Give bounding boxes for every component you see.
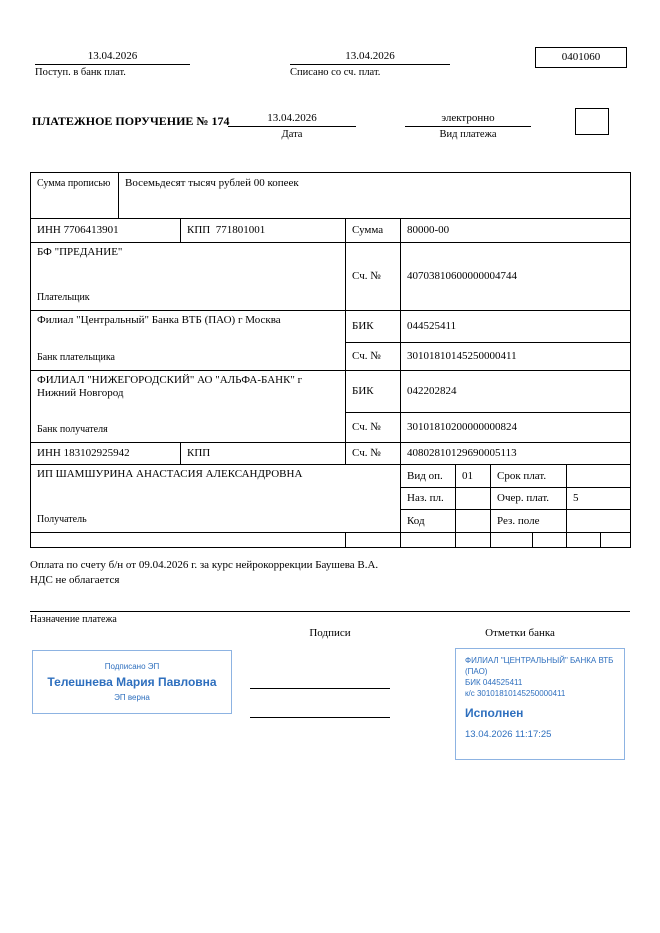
payer-name: БФ "ПРЕДАНИЕ" — [37, 246, 123, 258]
esign-stamp-title: Подписано ЭП — [104, 662, 160, 671]
recipient-kpp-cell: КПП — [181, 443, 346, 465]
payer-bank-acc-label: Сч. № — [346, 343, 401, 371]
recipient-bank-bik-label: БИК — [346, 371, 401, 413]
tax-field-cell — [346, 533, 401, 548]
payer-bank-name: Филиал "Центральный" Банка ВТБ (ПАО) г Москва — [37, 314, 281, 326]
payment-order-table — [30, 172, 631, 548]
payer-bank-cell — [31, 311, 346, 371]
payment-kind-block — [405, 112, 531, 140]
esign-signer-name: Телешнева Мария Павловна — [47, 675, 217, 689]
tax-field-cell — [491, 533, 533, 548]
received-date-label: Поступ. в банк плат. — [35, 67, 126, 78]
payer-cell — [31, 243, 346, 311]
debited-date-label: Списано со сч. плат. — [290, 67, 381, 78]
op-type-label: Вид оп. — [401, 465, 456, 488]
purpose-underline — [30, 611, 630, 612]
esign-stamp — [32, 650, 232, 714]
reserve-field-value — [567, 510, 631, 533]
esign-valid-label: ЭП верна — [114, 693, 150, 702]
purpose-line2: НДС не облагается — [30, 574, 120, 586]
payer-account-value: 40703810600000004744 — [401, 243, 631, 311]
bank-stamp-bik: БИК 044525411 — [465, 678, 523, 687]
amount-value-cell: 80000-00 — [401, 219, 631, 243]
recipient-bank-name: ФИЛИАЛ "НИЖЕГОРОДСКИЙ" АО "АЛЬФА-БАНК" г Нижний Новгород — [37, 374, 303, 399]
bank-stamp-status: Исполнен — [465, 706, 524, 720]
recipient-bank-acc-label: Сч. № — [346, 413, 401, 443]
recipient-name: ИП ШАМШУРИНА АНАСТАСИЯ АЛЕКСАНДРОВНА — [37, 468, 303, 480]
signature-line-2 — [250, 717, 390, 718]
recipient-bank-label: Банк получателя — [37, 424, 108, 435]
bank-stamp-corr-account: к/с 30101810145250000411 — [465, 689, 566, 698]
payment-kind: электронно — [405, 112, 531, 127]
code-label: Код — [401, 510, 456, 533]
purpose-label: Назначение платежа — [30, 614, 117, 625]
pay-term-value — [567, 465, 631, 488]
bank-stamp-branch: ФИЛИАЛ "ЦЕНТРАЛЬНЫЙ" БАНКА ВТБ (ПАО) — [465, 656, 614, 676]
tax-field-cell — [601, 533, 631, 548]
pay-purpose-code-value — [456, 488, 491, 510]
pay-purpose-code-label: Наз. пл. — [401, 488, 456, 510]
pay-order-value: 5 — [567, 488, 631, 510]
payer-bank-acc-value: 30101810145250000411 — [401, 343, 631, 371]
amount-words-value: Восемьдесят тысяч рублей 00 копеек — [119, 173, 631, 219]
amount-label-cell: Сумма — [346, 219, 401, 243]
received-date: 13.04.2026 — [35, 50, 190, 65]
recipient-bank-bik-value: 042202824 — [401, 371, 631, 413]
tax-field-cell — [567, 533, 601, 548]
signatures-header: Подписи — [309, 627, 351, 639]
document-title: ПЛАТЕЖНОЕ ПОРУЧЕНИЕ № 174 — [32, 114, 230, 128]
amount-words-label: Сумма прописью — [31, 173, 119, 219]
recipient-acc-value: 40802810129690005113 — [401, 443, 631, 465]
payer-bank-label: Банк плательщика — [37, 352, 115, 363]
doc-date-block — [228, 112, 356, 140]
recipient-bank-acc-value: 30101810200000000824 — [401, 413, 631, 443]
recipient-cell — [31, 465, 401, 533]
recipient-inn-cell: ИНН 183102925942 — [31, 443, 181, 465]
tax-field-cell — [456, 533, 491, 548]
payer-account-label: Сч. № — [346, 243, 401, 311]
bank-stamp-datetime: 13.04.2026 11:17:25 — [465, 729, 552, 740]
code-value — [456, 510, 491, 533]
status-code-box — [575, 108, 609, 135]
signature-line-1 — [250, 688, 390, 689]
reserve-field-label: Рез. поле — [491, 510, 567, 533]
recipient-label: Получатель — [37, 514, 87, 525]
bank-stamp — [455, 648, 625, 760]
recipient-bank-cell — [31, 371, 346, 443]
op-type-value: 01 — [456, 465, 491, 488]
payer-bank-bik-label: БИК — [346, 311, 401, 343]
pay-term-label: Срок плат. — [491, 465, 567, 488]
payment-kind-label: Вид платежа — [439, 129, 497, 140]
form-code-box: 0401060 — [535, 47, 627, 68]
payer-bank-bik-value: 044525411 — [401, 311, 631, 343]
doc-date: 13.04.2026 — [228, 112, 356, 127]
tax-field-cell — [401, 533, 456, 548]
debited-date: 13.04.2026 — [290, 50, 450, 65]
payer-kpp-cell: КПП 771801001 — [181, 219, 346, 243]
tax-field-cell — [533, 533, 567, 548]
payer-inn-cell: ИНН 7706413901 — [31, 219, 181, 243]
payer-label: Плательщик — [37, 292, 90, 303]
doc-date-label: Дата — [281, 129, 303, 140]
bank-marks-header: Отметки банка — [485, 627, 555, 639]
received-date-block — [35, 50, 190, 78]
payment-purpose-text — [30, 558, 630, 588]
debited-date-block — [290, 50, 450, 78]
purpose-line1: Оплата по счету б/н от 09.04.2026 г. за курс нейрокоррекции Баушева В.А. — [30, 559, 379, 571]
tax-field-cell — [31, 533, 346, 548]
recipient-acc-label: Сч. № — [346, 443, 401, 465]
pay-order-label: Очер. плат. — [491, 488, 567, 510]
